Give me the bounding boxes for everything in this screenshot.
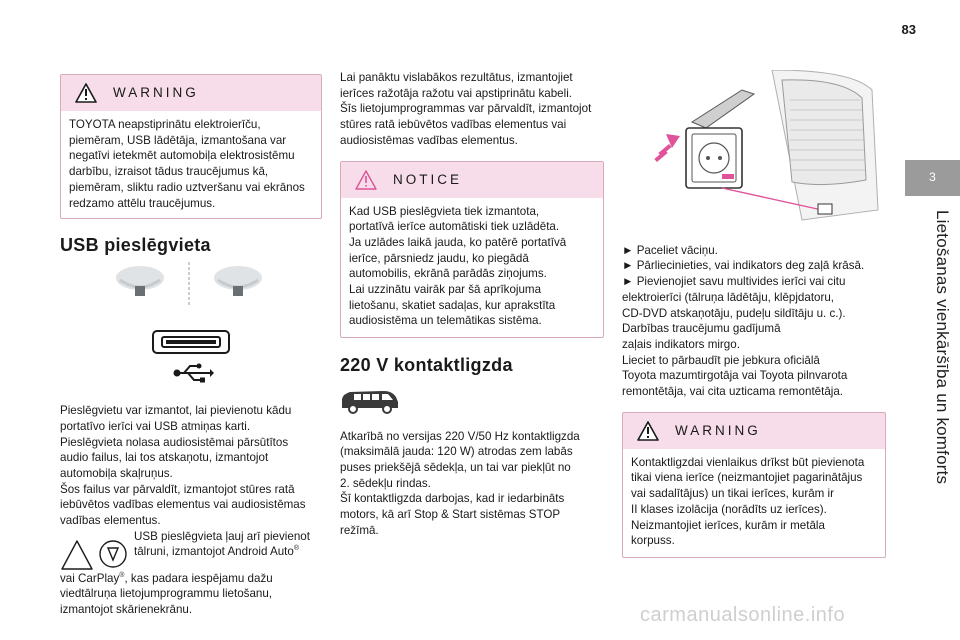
usb-port-icon — [152, 330, 230, 354]
step-line: Lieciet to pārbaudīt pie jebkura oficiālā — [622, 353, 820, 367]
warning-header — [623, 413, 885, 449]
intro-line: Lai panāktu vislabākos rezultātus, izmantojiet — [340, 71, 573, 84]
step-line: CD-DVD atskaņotāju, pudeļu sildītāju u. c.). — [622, 306, 846, 320]
socket-line: (maksimālā jauda: 120 W) atrodas zem labās — [340, 445, 573, 459]
notice-line: Lai uzzinātu vairāk par šā aprīkojuma — [349, 283, 542, 297]
warning-line: Kontaktligzdai vienlaikus drīkst būt pievienota — [631, 455, 865, 469]
chapter-title: Lietošanas vienkāršība un komforts — [933, 210, 952, 485]
notice-header — [341, 162, 603, 198]
column-1 — [60, 70, 322, 618]
warning-box-1 — [60, 74, 322, 219]
warning-triangle-icon — [60, 539, 94, 571]
socket-section-title: 220 V kontaktligzda — [340, 355, 513, 376]
warning-line: vai sadalītājus) un tikai ierīces, kurām ir — [631, 487, 834, 501]
usb-line: audio failus, lai tos atskaņotu, izmantojot — [60, 451, 269, 465]
socket-illustration — [622, 70, 886, 230]
carplay-block — [60, 529, 322, 571]
divider-line — [188, 262, 190, 306]
page-number: 83 — [901, 22, 916, 37]
notice-box — [340, 161, 604, 339]
usb-icon — [172, 362, 214, 384]
notice-line: audiosistēma un telemātikas sistēma. — [349, 314, 542, 328]
intro-line: ierīces ražotāja ražotu vai apstiprinātu kabeli. — [340, 86, 572, 100]
step-line: Darbības traucējumu gadījumā — [622, 322, 781, 336]
van-icon — [340, 388, 400, 414]
step-line: elektroierīci (tālruņa lādētāju, klēpjdatoru, — [622, 290, 835, 304]
registered-mark: ® — [293, 545, 300, 553]
step-line: ► Paceliet vāciņu. — [622, 243, 718, 257]
usb-line: portatīvo ierīci vai USB atmiņas karti. — [60, 419, 251, 433]
socket-line: Šī kontaktligzda darbojas, kad ir iedarbināts — [340, 492, 565, 506]
carplay-line: USB pieslēgvieta ļauj arī pievienot — [134, 529, 310, 543]
carplay-line: tālruni, izmantojot Android Auto — [134, 545, 294, 559]
chapter-number: 3 — [905, 160, 960, 196]
warning-triangle-icon — [637, 421, 659, 441]
notice-line: Kad USB pieslēgvieta tiek izmantota, — [349, 204, 540, 218]
warning-header — [61, 75, 321, 111]
notice-line: automobilis, ekrānā parādās ziņojums. — [349, 267, 547, 281]
carplay-line: , kas padara iespējamu dažu — [124, 571, 273, 585]
intro-line: stūres ratā iebūvētos vadības elementus vai — [340, 118, 567, 132]
socket-line: 2. sēdekļu rindas. — [340, 476, 431, 490]
step-line: Toyota mazumtirgotāja vai Toyota pilnvarota — [622, 369, 848, 383]
usb-section-title: USB pieslēgvieta — [60, 235, 211, 255]
warning-line: korpuss. — [631, 534, 675, 548]
notice-line: portatīvā ierīce automātiski tiek uzlādēta. — [349, 220, 560, 234]
notice-triangle-icon — [355, 170, 377, 190]
socket-steps — [622, 243, 886, 400]
usb-line: Šos failus var pārvaldīt, izmantojot stūres ratā — [60, 482, 295, 496]
step-line: ► Pārliecinieties, vai indikators deg zaļā krāsā. — [622, 259, 865, 273]
watermark: carmanualsonline.info — [640, 604, 846, 626]
socket-line: motors, kā arī Stop & Start sistēmas STOP — [340, 508, 561, 522]
intro-line: audiosistēmas vadības elementus. — [340, 133, 518, 147]
notice-line: ierīce, pārsniedz jaudu, ko piegādā — [349, 251, 529, 265]
warning-label: WARNING — [675, 422, 761, 438]
chapter-tab — [905, 0, 960, 640]
notice-label: NOTICE — [393, 171, 463, 187]
intro-line: Šīs lietojumprogrammas var pārvaldīt, izmantojot — [340, 102, 592, 116]
warning-line: II klases izolācija (norādīts uz ierīces). — [631, 502, 827, 516]
socket-line: režīmā. — [340, 523, 379, 537]
usb-line: Pieslēgvieta nolasa audiosistēmai pārsūtītos — [60, 435, 289, 449]
step-line: ► Pievienojiet savu multivides ierīci vai citu — [622, 275, 846, 289]
warning-line: tikai viena ierīce (neizmantojiet pagarinātājus — [631, 471, 863, 485]
step-line: remontētāja, vai cita uzticama remontētāja. — [622, 385, 844, 399]
notice-line: lietošanu, skatiet sadaļas, kur aprakstīta — [349, 298, 556, 312]
steering-wheel-icon — [204, 264, 294, 308]
steering-wheel-icon — [114, 264, 204, 308]
warning-text: TOYOTA neapstiprinātu elektroierīču, piemēram, USB lādētāja, izmantošana var negatīvi ietekmēt automobiļa elektrosistēmu darbību, izraisot tādus traucējumus kā, piemēram, sliktu radio uztveršanu vai ekrānos redzamo attēlu traucējumus. — [69, 118, 305, 210]
notice-line: Ja uzlādes laikā jauda, ko patērē portatīvā — [349, 235, 567, 249]
usb-line: vadības elementus. — [60, 514, 161, 528]
warning-label: WARNING — [113, 85, 199, 101]
step-line: zaļais indikators mirgo. — [622, 337, 740, 351]
column-2 — [340, 70, 604, 538]
warning-box-2 — [622, 412, 886, 558]
socket-description — [340, 429, 604, 539]
usb-description — [60, 403, 322, 529]
warning-triangle-icon — [75, 83, 97, 103]
carplay-line: vai CarPlay — [60, 571, 120, 585]
carplay-line: viedtālruņa lietojumprogrammu lietošanu, — [60, 587, 273, 601]
socket-line: Atkarībā no versijas 220 V/50 Hz kontaktligzda — [340, 429, 580, 443]
carplay-line: izmantojot skārienekrānu. — [60, 603, 193, 617]
column-3 — [622, 70, 886, 558]
steering-wheel-illustrations — [60, 262, 322, 322]
cable-advice — [340, 70, 604, 149]
usb-line: automobiļa skaļruņus. — [60, 466, 173, 480]
socket-line: puses priekšējā sēdekļa, un tai var piekļūt no — [340, 460, 571, 474]
warning-line: Neizmantojiet ierīces, kurām ir metāla — [631, 518, 825, 532]
android-auto-icon — [98, 539, 128, 569]
registered-mark: ® — [119, 571, 125, 579]
usb-line: iebūvētos vadības elementus vai audiosistēmas — [60, 498, 306, 512]
usb-line: Pieslēgvietu var izmantot, lai pievienotu kādu — [60, 404, 292, 418]
